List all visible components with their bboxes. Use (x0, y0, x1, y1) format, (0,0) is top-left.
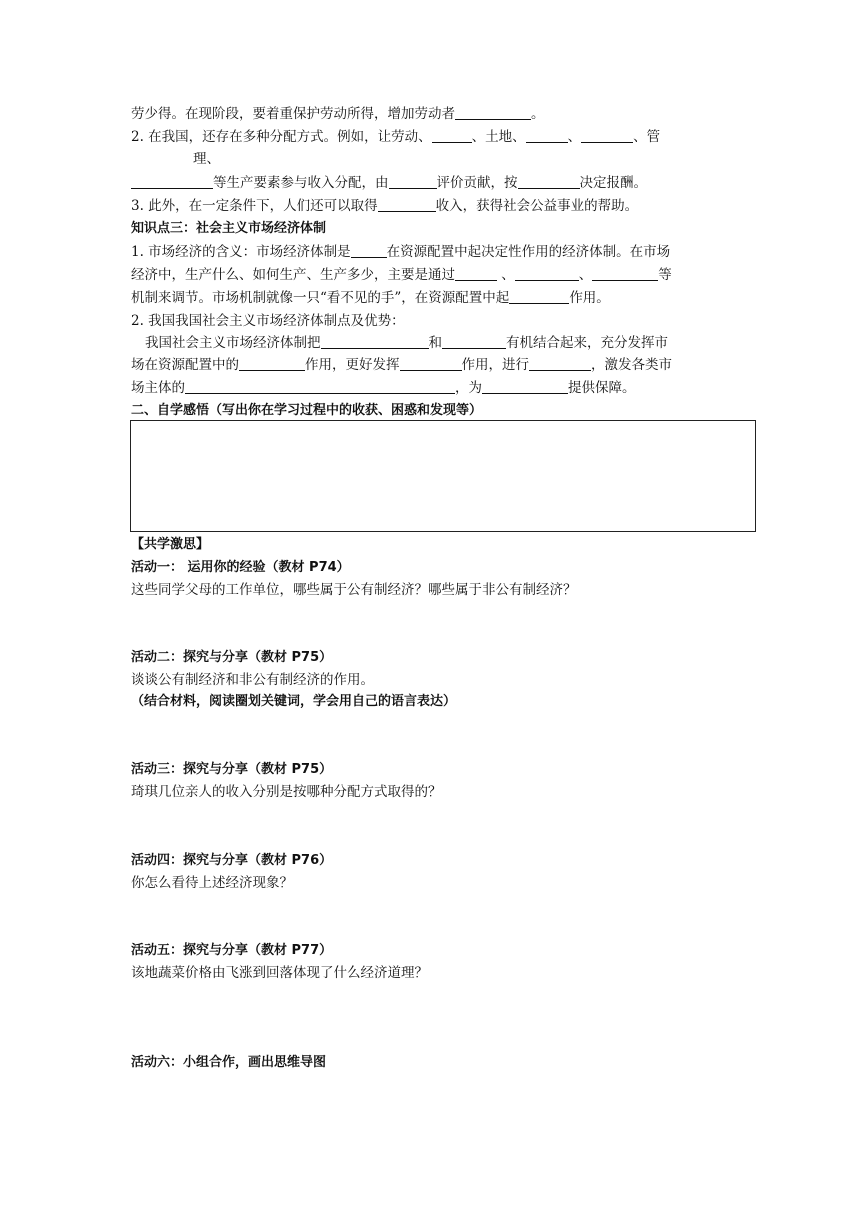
fill-blank[interactable] (515, 266, 579, 281)
paragraph-distribution-methods: 2. 在我国，还存在多种分配方式。例如，让劳动、 、土地、 、 、管 (131, 129, 661, 145)
paragraph-system-1: 我国社会主义市场经济体制把 和 有机结合起来，充分发挥市 (145, 335, 668, 351)
fill-blank[interactable] (442, 334, 506, 349)
activity-1-title: 活动一： 运用你的经验（教材 P74） (131, 560, 350, 575)
fill-blank[interactable] (526, 128, 568, 143)
fill-blank[interactable] (455, 105, 531, 120)
activity-3-title: 活动三：探究与分享（教材 P75） (131, 762, 333, 777)
paragraph-distribution-methods-cont: 等生产要素参与收入分配，由 评价贡献，按 决定报酬。 (131, 173, 761, 193)
fill-blank[interactable] (351, 243, 387, 258)
activity-5-question: 该地蔬菜价格由飞涨到回落体现了什么经济道理？ (131, 965, 428, 981)
activity-4-question: 你怎么看待上述经济现象？ (131, 875, 293, 891)
fill-blank[interactable] (400, 356, 462, 371)
fill-blank[interactable] (518, 174, 580, 189)
reflection-answer-box[interactable] (130, 420, 756, 532)
paragraph-system-title: 2. 我国我国社会主义市场经济体制点及优势： (131, 313, 405, 329)
activity-1-question: 这些同学父母的工作单位，哪些属于公有制经济？哪些属于非公有制经济？ (131, 582, 577, 598)
activity-3-question: 琦琪几位亲人的收入分别是按哪种分配方式取得的？ (131, 784, 442, 800)
fill-blank[interactable] (482, 379, 568, 394)
fill-blank[interactable] (592, 266, 658, 281)
paragraph-market-economy-3: 机制来调节。市场机制就像一只“看不见的手”，在资源配置中起 作用。 (131, 290, 610, 306)
paragraph-other-income: 3. 此外，在一定条件下，人们还可以取得 收入，获得社会公益事业的帮助。 (131, 198, 639, 214)
fill-blank[interactable] (455, 266, 497, 281)
activity-6-title: 活动六：小组合作，画出思维导图 (131, 1055, 327, 1070)
section-heading-reflection: 二、自学感悟（写出你在学习过程中的收获、困惑和发现等） (131, 403, 483, 418)
activity-2-question: 谈谈公有制经济和非公有制经济的作用。 (131, 672, 374, 688)
fill-blank[interactable] (239, 356, 305, 371)
fill-blank[interactable] (321, 334, 429, 349)
fill-blank[interactable] (581, 128, 633, 143)
paragraph-market-economy: 1. 市场经济的含义：市场经济体制是 在资源配置中起决定性作用的经济体制。在市场 (131, 244, 671, 260)
paragraph-distribution-methods-wrap: 理、 (193, 151, 220, 167)
paragraph-market-economy-2: 经济中，生产什么、如何生产、生产多少，主要是通过 、 、 等 (131, 267, 672, 283)
fill-blank[interactable] (389, 174, 437, 189)
section-heading-coop: 【共学激思】 (131, 537, 210, 552)
fill-blank[interactable] (378, 197, 436, 212)
paragraph-system-2: 场在资源配置中的 作用，更好发挥 作用，进行 ，激发各类市 (131, 357, 672, 373)
fill-blank[interactable] (529, 356, 591, 371)
fill-blank[interactable] (131, 174, 213, 189)
section-heading-kp3: 知识点三：社会主义市场经济体制 (131, 221, 327, 236)
activity-2-note: （结合材料，阅读圈划关键词，学会用自己的语言表达） (131, 694, 457, 709)
activity-4-title: 活动四：探究与分享（教材 P76） (131, 853, 333, 868)
fill-blank[interactable] (432, 128, 472, 143)
activity-5-title: 活动五：探究与分享（教材 P77） (131, 943, 333, 958)
paragraph-labor-income: 劳少得。在现阶段，要着重保护劳动所得，增加劳动者 。 (131, 106, 545, 122)
fill-blank[interactable] (185, 379, 455, 394)
paragraph-system-3: 场主体的 ，为 提供保障。 (131, 380, 636, 396)
fill-blank[interactable] (509, 289, 569, 304)
activity-2-title: 活动二：探究与分享（教材 P75） (131, 650, 333, 665)
